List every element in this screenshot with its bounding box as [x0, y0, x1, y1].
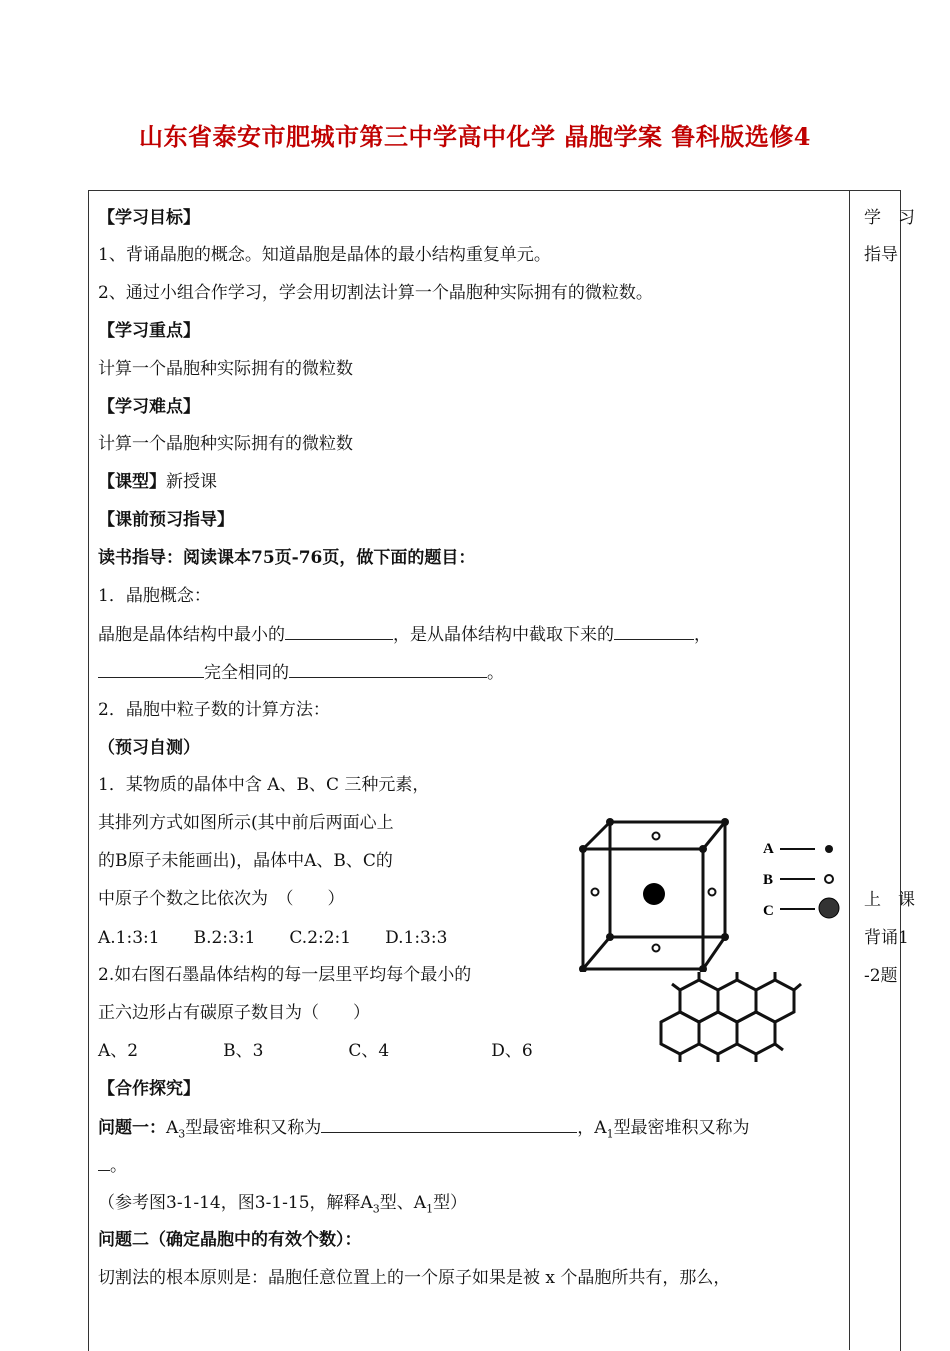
question-1-line-4: 中原子个数之比依次为 （ ）: [98, 889, 345, 909]
legend-dot-b: [825, 875, 833, 883]
difficulty-heading: 【学习难点】: [98, 397, 200, 417]
legend-label-a: A: [763, 841, 774, 857]
side-note-3: -2题: [864, 966, 898, 986]
c-atom: [643, 883, 665, 905]
problem-1-text-a: 型最密堆积又称为: [185, 1118, 322, 1138]
side-note-2: 背诵1: [864, 928, 909, 948]
crystal-cell-figure: [570, 812, 860, 972]
concept-item-1: 1．晶胞概念：: [98, 586, 211, 606]
problem-2-heading: 问题二（确定晶胞中的有效个数）：: [98, 1230, 362, 1250]
side-guide-label-1: 学 习: [864, 208, 915, 228]
reference-text-c: 型）: [433, 1193, 468, 1213]
problem-1-text-b: 型最密堆积又称为: [613, 1118, 750, 1138]
concept-text-b: ，是从晶体结构中截取下来的: [393, 625, 614, 645]
reference-sub-2: 1: [426, 1202, 434, 1216]
problem-2-text: 切割法的根本原则是：晶胞任意位置上的一个原子如果是被 x 个晶胞所共有，那么，: [98, 1268, 731, 1288]
concept-text-d: 完全相同的: [204, 663, 289, 683]
key-heading: 【学习重点】: [98, 321, 200, 341]
question-1-line-2: 其排列方式如图所示(其中前后两面心上: [98, 813, 394, 833]
problem-1-a1: ，A: [577, 1118, 607, 1138]
preview-heading: 【课前预习指导】: [98, 510, 234, 530]
lesson-type: [98, 471, 217, 493]
problem-1-a3: A: [166, 1118, 179, 1138]
question-1-line-3: 的B原子未能画出)，晶体中A、B、C的: [98, 851, 393, 871]
answer-blank-6[interactable]: [98, 1154, 110, 1171]
problem-1-a1-sub: 1: [606, 1127, 614, 1141]
answer-blank-3[interactable]: [98, 661, 204, 678]
self-test-heading: （预习自测）: [98, 738, 200, 758]
question-2-line-2: 正六边形占有碳原子数目为（ ）: [98, 1003, 370, 1023]
question-2-line-1: 2.如右图石墨晶体结构的每一层里平均每个最小的: [98, 965, 472, 985]
answer-blank-5[interactable]: [321, 1116, 577, 1133]
graphite-layer-figure: [650, 970, 810, 1082]
question-1-options: A.1:3:1 B.2:3:1 C.2:2:1 D.1:3:3: [98, 928, 448, 948]
problem-1-a3-sub: 3: [178, 1127, 186, 1141]
lesson-type-heading: 【课型】: [98, 472, 166, 492]
goal-1: 1、背诵晶胞的概念。知道晶胞是晶体的最小结构重复单元。: [98, 245, 551, 265]
cooperation-heading: 【合作探究】: [98, 1079, 200, 1099]
concept-text-a: 晶胞是晶体结构中最小的: [98, 625, 285, 645]
goals-heading: 【学习目标】: [98, 208, 200, 228]
legend-dot-a: [825, 845, 833, 853]
page-title: 山东省泰安市肥城市第三中学高中化学 晶胞学案 鲁科版选修4: [139, 122, 811, 151]
legend-label-c: C: [763, 903, 774, 919]
key-point: 计算一个晶胞种实际拥有的微粒数: [98, 359, 353, 379]
reference-text-a: （参考图3-1-14，图3-1-15，解释A: [98, 1193, 373, 1213]
problem-1-reference: [98, 1192, 467, 1220]
lesson-type-value: 新授课: [166, 472, 217, 492]
legend-label-b: B: [763, 872, 774, 888]
problem-1-label: 问题一：: [98, 1118, 166, 1138]
goal-2: 2、通过小组合作学习，学会用切割法计算一个晶胞种实际拥有的微粒数。: [98, 283, 653, 303]
problem-1-continuation: [98, 1154, 127, 1177]
concept-fill-line-2: [98, 661, 504, 684]
legend-dot-c: [819, 898, 839, 918]
side-note-1: 上 课: [864, 890, 915, 910]
reading-guide: 读书指导：阅读课本75页-76页，做下面的题目：: [98, 548, 476, 568]
answer-blank-2[interactable]: [614, 623, 694, 640]
question-2-options: A、2 B、3 C、4 D、6: [98, 1041, 533, 1061]
reference-sub-1: 3: [372, 1202, 380, 1216]
concept-item-2: 2．晶胞中粒子数的计算方法：: [98, 700, 330, 720]
column-divider: [849, 190, 850, 1350]
answer-blank-4[interactable]: [289, 661, 487, 678]
problem-1: [98, 1116, 750, 1145]
side-guide-label-2: 指导: [864, 245, 898, 265]
difficulty-point: 计算一个晶胞种实际拥有的微粒数: [98, 434, 353, 454]
question-1-line-1: 1．某物质的晶体中含 A、B、C 三种元素，: [98, 775, 430, 795]
concept-fill-line-1: [98, 623, 711, 646]
concept-text-e: 。: [487, 663, 504, 683]
problem-1-end: 。: [110, 1156, 127, 1176]
hexagon-mesh: [661, 972, 801, 1062]
answer-blank-1[interactable]: [285, 623, 393, 640]
reference-text-b: 型、A: [379, 1193, 427, 1213]
concept-text-c: ，: [694, 625, 711, 645]
